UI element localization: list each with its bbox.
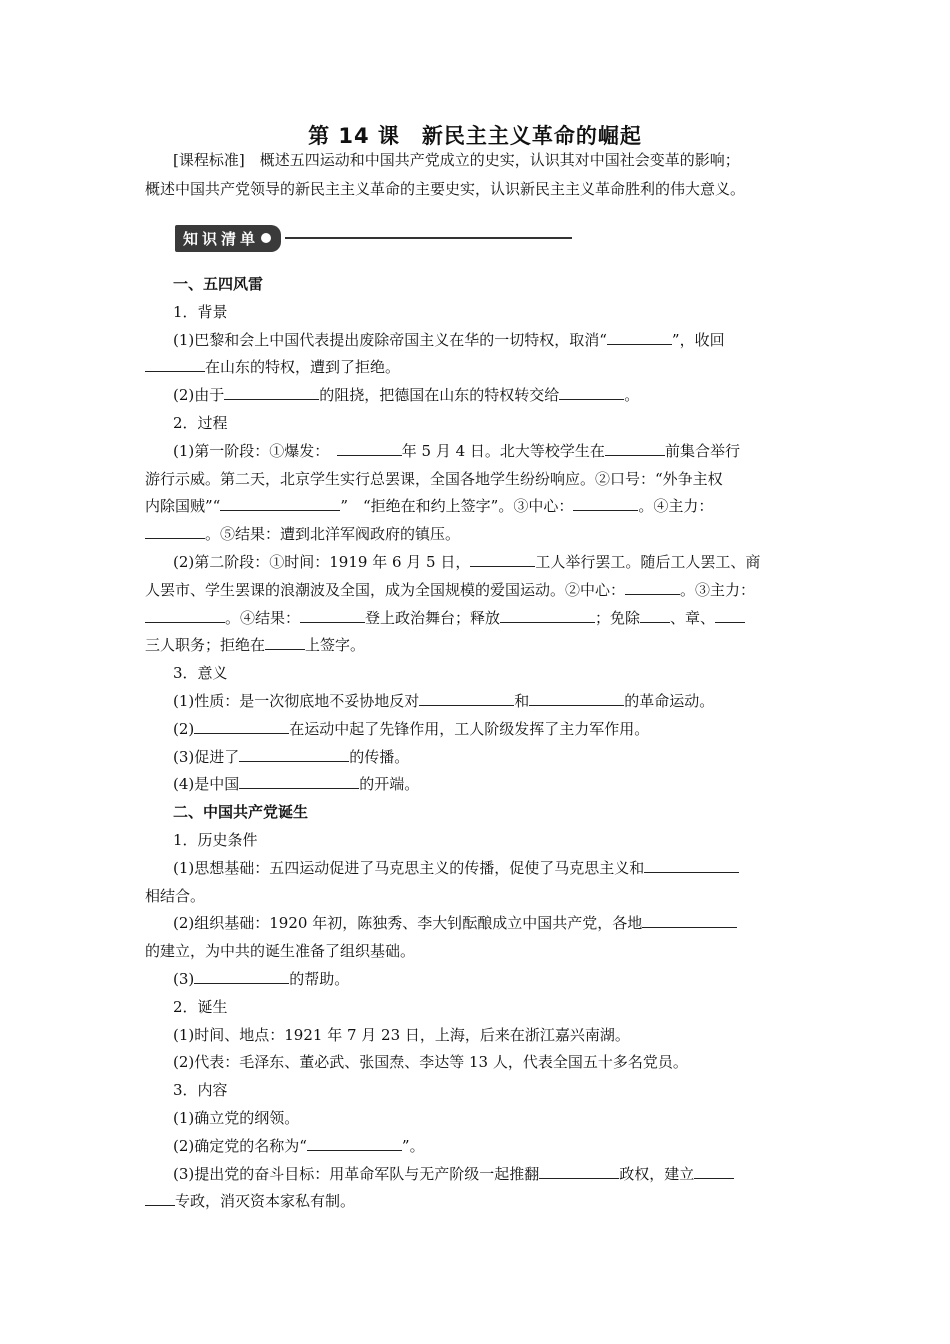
fill-blank[interactable] [307,1136,402,1151]
paragraph: 内除国贼”“ ” “拒绝在和约上签字”。③中心： 。④主力： [145,497,714,516]
fill-blank[interactable] [642,913,737,928]
paragraph: 相结合。 [145,886,206,905]
fill-blank[interactable] [715,608,745,623]
fill-blank[interactable] [539,1164,619,1179]
paragraph: (1)时间、地点：1921 年 7 月 23 日，上海，后来在浙江嘉兴南湖。 [173,1025,630,1044]
fill-blank[interactable] [500,608,595,623]
fill-blank[interactable] [239,774,359,789]
fill-blank[interactable] [419,691,514,706]
bullet-dot-icon [261,233,271,243]
fill-blank[interactable] [145,608,225,623]
subheading: 3．内容 [173,1081,228,1100]
paragraph: 人罢市、学生罢课的浪潮波及全国，成为全国规模的爱国运动。②中心： 。③主力： [145,580,756,599]
banner-rule [285,237,572,239]
fill-blank[interactable] [265,635,305,650]
fill-blank[interactable] [145,357,205,372]
fill-blank[interactable] [145,1191,175,1206]
fill-blank[interactable] [337,441,402,456]
fill-blank[interactable] [644,858,739,873]
paragraph: 。⑤结果：遭到北洋军阀政府的镇压。 [145,521,810,549]
fill-blank[interactable] [194,719,289,734]
paragraph: 在山东的特权，遭到了拒绝。 [145,354,810,382]
paragraph: (2)第二阶段：①时间：1919 年 6 月 5 日， 工人举行罢工。随后工人罢工、商 [173,552,761,571]
course-standard [145,146,815,204]
fill-blank[interactable] [239,747,349,762]
lesson-title: 第 14 课 新民主主义革命的崛起 [308,124,642,148]
section-heading-1: 一、五四风雷 [173,275,264,293]
paragraph: 专政，消灭资本家私有制。 [145,1188,810,1216]
subheading: 2．过程 [173,413,228,432]
fill-blank[interactable] [605,441,665,456]
paragraph: (3)提出党的奋斗目标：用革命军队与无产阶级一起推翻 政权，建立 [145,1161,810,1189]
fill-blank[interactable] [224,385,319,400]
fill-blank[interactable] [694,1164,734,1179]
standard-label: [课程标准] [173,151,245,169]
fill-blank[interactable] [640,608,670,623]
paragraph: (2)代表：毛泽东、董必武、张国焘、李达等 13 人，代表全国五十多名党员。 [173,1053,688,1072]
fill-blank[interactable] [220,496,340,511]
paragraph: 三人职务；拒绝在 上签字。 [145,636,366,655]
paragraph: (2)组织基础：1920 年初，陈独秀、李大钊酝酿成立中国共产党，各地 [145,910,810,938]
paragraph: (2)由于 的阻挠，把德国在山东的特权转交给 。 [173,386,640,405]
paragraph: 游行示威。第二天，北京学生实行总罢课，全国各地学生纷纷响应。②口号：“外争主权 [145,469,723,488]
subheading: 2．诞生 [173,997,228,1016]
subheading: 3．意义 [173,664,228,683]
paragraph: (1)性质：是一次彻底地不妥协地反对 和 的革命运动。 [173,691,715,710]
fill-blank[interactable] [607,330,672,345]
fill-blank[interactable] [194,969,289,984]
knowledge-list-banner [175,225,572,251]
fill-blank[interactable] [470,552,535,567]
fill-blank[interactable] [145,524,205,539]
paragraph: (2) 在运动中起了先锋作用，工人阶级发挥了主力军作用。 [173,719,650,738]
section-heading-2: 二、中国共产党诞生 [173,803,309,822]
paragraph: 。④结果： 登上政治舞台；释放 ；免除 、章、 [145,605,810,633]
content-body [145,271,810,1216]
paragraph: (4)是中国 的开端。 [173,775,420,794]
paragraph: 的建立，为中共的诞生准备了组织基础。 [145,942,416,961]
paragraph: (1)第一阶段：①爆发： 年 5 月 4 日。北大等校学生在 前集合举行 [173,441,740,460]
fill-blank[interactable] [573,496,638,511]
fill-blank[interactable] [300,608,365,623]
fill-blank[interactable] [529,691,624,706]
paragraph: (2)确定党的名称为“ ”。 [173,1136,425,1155]
subheading: 1．历史条件 [173,830,258,849]
standard-text-1: 概述五四运动和中国共产党成立的史实，认识其对中国社会变革的影响； [259,151,740,169]
fill-blank[interactable] [559,385,624,400]
standard-text-2: 概述中国共产党领导的新民主主义革命的主要史实，认识新民主主义革命胜利的伟大意义。 [145,180,746,198]
paragraph: (1)确立党的纲领。 [173,1108,300,1127]
paragraph: (3)促进了 的传播。 [173,747,410,766]
banner-label: 知识清单 [183,229,260,248]
paragraph: (1)巴黎和会上中国代表提出废除帝国主义在华的一切特权，取消“ ”，收回 [173,330,725,349]
paragraph: (3) 的帮助。 [173,969,350,988]
fill-blank[interactable] [625,580,680,595]
paragraph: (1)思想基础：五四运动促进了马克思主义的传播，促使了马克思主义和 [145,855,810,883]
subheading: 1．背景 [173,302,228,321]
